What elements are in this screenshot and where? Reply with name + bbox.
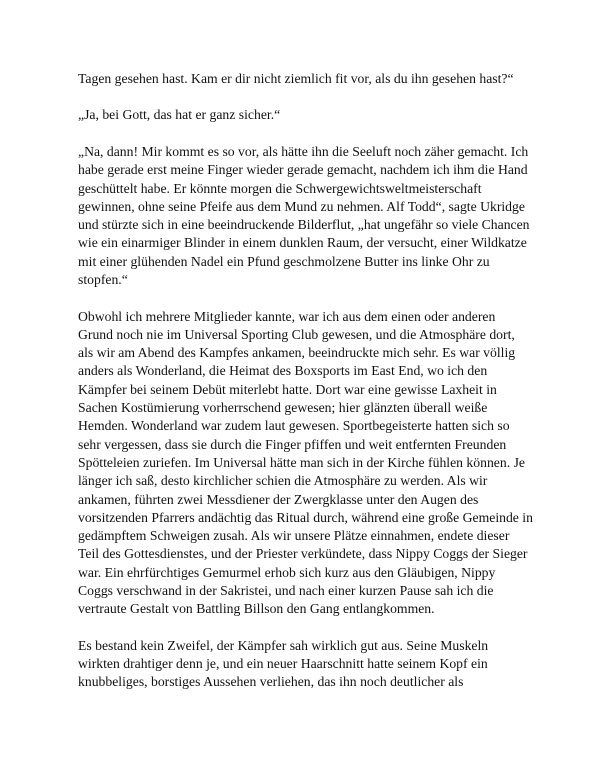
paragraph: „Ja, bei Gott, das hat er ganz sicher.“ (78, 107, 281, 123)
document-page (78, 70, 533, 692)
paragraph: „Na, dann! Mir kommt es so vor, als hätte ihn die Seeluft noch zäher gemacht. Ich habe gerade erst meine Finger wieder gerade gemacht, nachdem ich ihm die Hand geschüttelt habe. Er könnte morgen die Schwergewichtsweltmeisterschaft gewinnen, ohne seine Pfeife aus dem Mund zu nehmen. Alf Todd“, sagte Ukridge und stürzte sich in eine beeindruckende Bilderflut, „hat ungefähr so viele Chancen wie ein einarmiger Blinder in einem dunklen Raum, der versucht, einer Wildkatze mit einer glühenden Nadel ein Pfund geschmolzene Butter ins linke Ohr zu stopfen.“ (78, 143, 530, 288)
paragraph: Tagen gesehen hast. Kam er dir nicht ziemlich fit vor, als du ihn gesehen hast?“ (78, 71, 514, 86)
paragraph: Es bestand kein Zweifel, der Kämpfer sah wirklich gut aus. Seine Muskeln wirkten drahtiger denn je, und ein neuer Haarschnitt hatte seinem Kopf ein knubbeliges, borstiges Aussehen verliehen, das ihn noch deutlicher als (78, 637, 489, 690)
paragraph: Obwohl ich mehrere Mitglieder kannte, war ich aus dem einen oder anderen Grund noch nie im Universal Sporting Club gewesen, und die Atmosphäre dort, als wir am Abend des Kampfes ankamen, beeindruckte mich sehr. Es war völlig anders als Wonderland, die Heimat des Boxsports im East End, wo ich den Kämpfer bei seinem Debüt miterlebt hatte. Dort war eine gewisse Laxheit in Sachen Kostümierung vorherrschend gewesen; hier glänzten überall weiße Hemden. Wonderland war zudem laut gewesen. Sportbegeisterte hatten sich so sehr vergessen, dass sie durch die Finger pfiffen und weit entfernten Freunden Spötteleien zuriefen. Im Universal hätte man sich in der Kirche fühlen können. Je länger ich saß, desto kirchlicher schien die Atmosphäre zu werden. Als wir ankamen, führten zwei Messdiener der Zwergklasse unter den Augen des vorsitzenden Pfarrers andächtig das Ritual durch, während eine große Gemeinde in gedämpftem Schweigen zusah. Als wir unsere Plätze einnahmen, endete dieser Teil des Gottesdienstes, und der Priester verkündete, dass Nippy Coggs der Sieger war. Ein ehrfürchtiges Gemurmel erhob sich kurz aus den Gläubigen, Nippy Coggs verschwand in der Sakristei, und nach einer kurzen Pause sah ich die vertraute Gestalt von Battling Billson den Gang entlangkommen. (78, 308, 533, 617)
